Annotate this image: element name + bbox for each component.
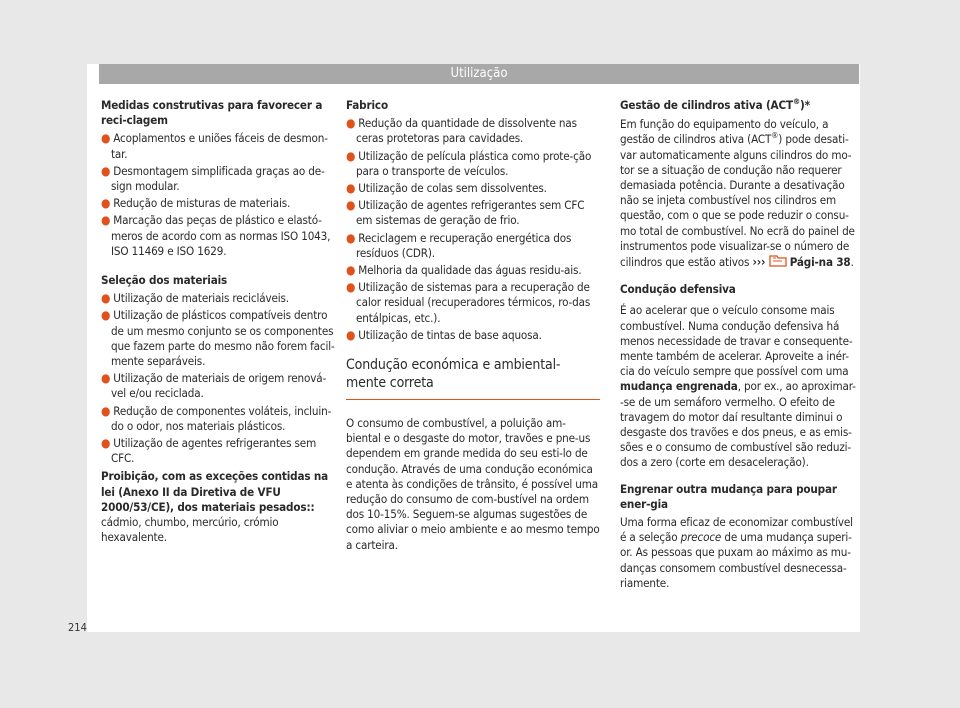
list-item: ● Utilização de plásticos compatíveis dentro de um mesmo conjunto se os componentes que fazem parte do mesmo não forem facil-mente separáveis. [101, 308, 335, 369]
list-item: ● Utilização de tintas de base aquosa. [346, 327, 542, 342]
book-reference-icon [769, 254, 787, 271]
heading-manufacturing: Fabrico [346, 98, 388, 112]
bullet-icon: ● [346, 263, 356, 278]
bullet-icon: ● [346, 280, 356, 295]
economic-driving-paragraph: O consumo de combustível, a poluição am-biental e o desgaste do motor, travões e pne-us dependem em grande medida do seu esti-lo de condução. Através de uma condução económica e atenta às condições de trânsito, é possível uma redução do consumo de com-bustível na ordem dos 10-15%. Seguem-se algumas sugestões de como aliviar o meio ambiente e ao mesmo tempo a carteira. [346, 416, 600, 552]
list-item: ● Redução de componentes voláteis, incluin-do o odor, nos materiais plásticos. [101, 403, 332, 433]
list-item: ● Utilização de materiais de origem renová-vel e/ou reciclada. [101, 371, 327, 401]
list-item: ● Utilização de agentes refrigerantes sem CFC em sistemas de geração de frio. [346, 198, 585, 228]
bullet-icon: ● [101, 371, 111, 386]
bullet-icon: ● [101, 436, 111, 451]
list-item: ● Desmontagem simplificada graças ao de-sign modular. [101, 163, 325, 194]
bullet-icon: ● [346, 148, 356, 163]
bullet-icon: ● [346, 230, 356, 245]
heading-material-selection: Seleção dos materiais [101, 273, 228, 288]
section-title-economic-driving: Condução económica e ambiental-mente correta [346, 356, 600, 400]
list-item: ● Utilização de sistemas para a recuperação de calor residual (recuperadores térmicos, ro-das entálpicas, etc.). [346, 280, 591, 325]
bullet-icon: ● [101, 196, 111, 211]
page-number: 214 [68, 621, 87, 634]
document-page [87, 64, 860, 632]
column-2 [346, 98, 600, 553]
list-item: ● Marcação das peças de plástico e elastó-meros de acordo com as normas ISO 1043, ISO 11469 e ISO 1629. [101, 213, 331, 258]
list-item: ● Redução de misturas de materiais. [101, 196, 291, 211]
bullet-icon: ● [101, 131, 111, 146]
heading-recycling-measures: Medidas construtivas para favorecer a reci-clagem [101, 98, 323, 128]
bullet-icon: ● [101, 291, 111, 306]
page-header: Utilização [99, 64, 859, 84]
list-item: ● Reciclagem e recuperação energética dos resíduos (CDR). [346, 230, 572, 260]
bullet-icon: ● [101, 163, 111, 178]
material-selection-list [101, 291, 339, 466]
heading-active-cylinder-management: Gestão de cilindros ativa (ACT®)* [620, 97, 810, 112]
bullet-icon: ● [346, 327, 356, 342]
act-paragraph: Em função do equipamento do veículo, a gestão de cilindros ativa (ACT®) pode desati-var automaticamente alguns cilindros do mo-tor se a situação de condução não requerer demasiada potência. Durante a desativação não se injeta combustível nos cilindros em questão, com o que se pode reduzir o consu-mo total de combustível. No ecrã do painel de instrumentos pode visualizar-se o número de cilindros que estão ativos ››› Pági-na 38. [620, 117, 856, 271]
heading-defensive-driving: Condução defensiva [620, 282, 736, 297]
page-reference-link[interactable]: Pági-na 38 [789, 255, 851, 270]
bullet-icon: ● [101, 308, 111, 323]
bullet-icon: ● [346, 116, 356, 131]
heading-shift-gear: Engrenar outra mudança para poupar ener-gia [620, 481, 837, 511]
bullet-icon: ● [346, 198, 356, 213]
bullet-icon: ● [101, 403, 111, 418]
column-1 [101, 98, 339, 545]
recycling-measures-list [101, 131, 339, 259]
list-item: ● Redução da quantidade de dissolvente nas ceras protetoras para cavidades. [346, 116, 577, 146]
list-item: ● Utilização de película plástica como prote-ção para o transporte de veículos. [346, 148, 592, 178]
defensive-driving-paragraph: É ao acelerar que o veículo consome mais combustível. Numa condução defensiva há menos necessidade de travar e consequente-mente também de acelerar. Aproveite a inér-cia do veículo sempre que possível com uma mudança engrenada, por ex., ao aproximar--se de um semáforo vermelho. O efeito de travagem do motor daí resultante diminui o desgaste dos travões e dos pneus, e as emis-sões e o consumo de combustível são reduzi-dos a zero (corte em desaceleração). [620, 303, 856, 470]
heavy-metals-paragraph: Proibição, com as exceções contidas na lei (Anexo II da Diretiva de VFU 2000/53/CE), dos materiais pesados:: cádmio, chumbo, mercúrio, crómio hexavalente. [101, 469, 329, 545]
list-item: ● Melhoria da qualidade das águas residu-ais. [346, 263, 582, 278]
list-item: ● Utilização de agentes refrigerantes sem CFC. [101, 436, 317, 466]
list-item: ● Acoplamentos e uniões fáceis de desmon-tar. [101, 131, 328, 161]
shift-gear-paragraph: Uma forma eficaz de economizar combustível é a seleção precoce de uma mudança superi-or. As pessoas que puxam ao máximo as mu-danças consomem combustível desnecessa-riamente. [620, 515, 853, 590]
list-item: ● Utilização de materiais recicláveis. [101, 291, 289, 306]
column-3 [620, 98, 856, 591]
bullet-icon: ● [101, 213, 111, 228]
manufacturing-list [346, 116, 600, 343]
list-item: ● Utilização de colas sem dissolventes. [346, 181, 547, 196]
bullet-icon: ● [346, 181, 356, 196]
reference-arrow: ››› [752, 255, 766, 270]
